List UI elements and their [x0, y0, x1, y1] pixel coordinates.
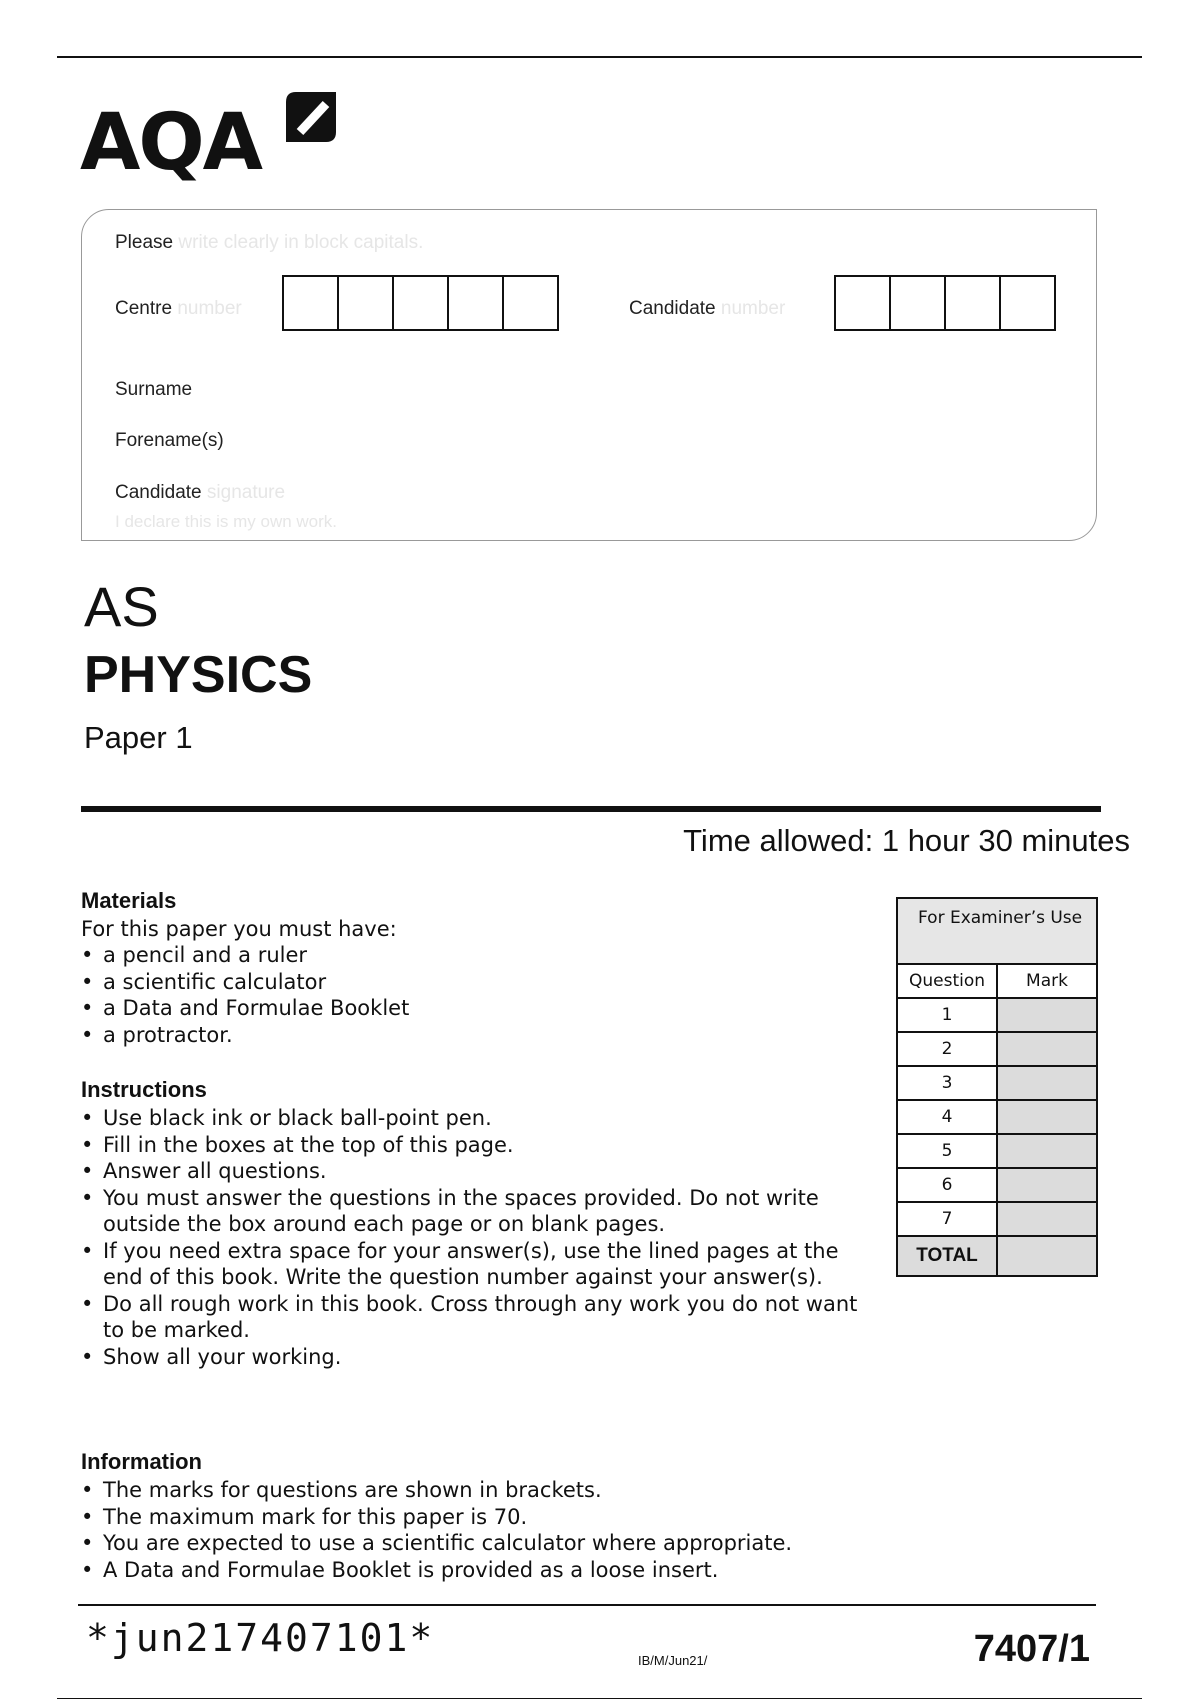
examiner-table-heading: For Examiner’s Use [897, 898, 1097, 964]
mark-cell[interactable] [997, 1100, 1097, 1134]
candidate-digit-box[interactable] [944, 275, 1001, 331]
forenames-label: Forename(s) [115, 430, 224, 451]
centre-digit-box[interactable] [337, 275, 394, 331]
question-number: 5 [897, 1134, 997, 1168]
mark-cell[interactable] [997, 1168, 1097, 1202]
centre-number-label [115, 298, 242, 320]
candidate-digit-box[interactable] [889, 275, 946, 331]
question-number: 6 [897, 1168, 997, 1202]
information-heading: Information [81, 1449, 202, 1474]
signature-faint: signature [206, 482, 286, 503]
total-label: TOTAL [897, 1236, 997, 1276]
centre-digit-box[interactable] [502, 275, 559, 331]
table-row [897, 998, 1097, 1032]
question-number: 1 [897, 998, 997, 1032]
list-item: • Answer all questions. [81, 1158, 861, 1185]
question-number: 7 [897, 1202, 997, 1236]
mark-column-header: Mark [997, 964, 1097, 998]
table-row [897, 1134, 1097, 1168]
list-item: • a protractor. [81, 1022, 881, 1049]
centre-number-boxes[interactable] [282, 275, 559, 331]
table-row [897, 1100, 1097, 1134]
please-line [115, 232, 423, 254]
bottom-rule [57, 1698, 1142, 1699]
instructions-section [81, 1077, 861, 1370]
surname-label: Surname [115, 379, 193, 400]
barcode-text: *jun217407101* [86, 1616, 435, 1660]
qualification-level: AS [84, 575, 159, 638]
list-item: • a Data and Formulae Booklet [81, 995, 881, 1022]
logo-text: AQA [80, 98, 262, 188]
examiner-table [896, 897, 1098, 1277]
list-item: • Fill in the boxes at the top of this page. [81, 1132, 861, 1159]
question-number: 2 [897, 1032, 997, 1066]
list-item: • a pencil and a ruler [81, 942, 881, 969]
list-item: • You must answer the questions in the spaces provided. Do not write outside the box around each page or on blank pages. [81, 1185, 861, 1238]
centre-label: Centre [115, 298, 173, 319]
materials-section [81, 888, 881, 1048]
list-item: • a scientific calculator [81, 969, 881, 996]
list-item: • The marks for questions are shown in brackets. [81, 1477, 981, 1504]
centre-digit-box[interactable] [282, 275, 339, 331]
candidate-number-boxes[interactable] [834, 275, 1056, 331]
centre-digit-box[interactable] [392, 275, 449, 331]
mark-cell[interactable] [997, 1202, 1097, 1236]
title-rule [81, 806, 1101, 812]
mark-cell[interactable] [997, 998, 1097, 1032]
question-number: 4 [897, 1100, 997, 1134]
subject-title: PHYSICS [84, 646, 313, 704]
centre-digit-box[interactable] [447, 275, 504, 331]
candidate-number-label [629, 298, 785, 320]
declaration-text: I declare this is my own work. [115, 512, 338, 531]
centre-faint: number [177, 298, 242, 319]
signature-label: Candidate [115, 482, 202, 503]
mark-cell[interactable] [997, 1066, 1097, 1100]
question-number: 3 [897, 1066, 997, 1100]
signature-line [115, 482, 285, 504]
list-item: • The maximum mark for this paper is 70. [81, 1504, 981, 1531]
instructions-heading: Instructions [81, 1077, 207, 1102]
list-item: • If you need extra space for your answer(s), use the lined pages at the end of this book. Write the question number against your answer(s). [81, 1238, 861, 1291]
reference-code: IB/M/Jun21/ [638, 1653, 708, 1668]
information-section [81, 1449, 981, 1583]
materials-heading: Materials [81, 888, 177, 913]
time-allowed: Time allowed: 1 hour 30 minutes [683, 823, 1130, 858]
paper-code: 7407/1 [973, 1628, 1090, 1670]
table-row [897, 1168, 1097, 1202]
logo-mark-icon [282, 88, 340, 146]
list-item: • A Data and Formulae Booklet is provided as a loose insert. [81, 1557, 981, 1584]
candidate-number-text: Candidate [629, 298, 716, 319]
please-label: Please [115, 232, 174, 253]
candidate-digit-box[interactable] [999, 275, 1056, 331]
paper-title: Paper 1 [84, 720, 193, 755]
list-item: • Do all rough work in this book. Cross through any work you do not want to be marked. [81, 1291, 861, 1344]
table-row [897, 1066, 1097, 1100]
table-row [897, 1032, 1097, 1066]
list-item: • You are expected to use a scientific calculator where appropriate. [81, 1530, 981, 1557]
top-rule [57, 56, 1142, 58]
total-mark-cell[interactable] [997, 1236, 1097, 1276]
footer-rule [78, 1604, 1096, 1606]
please-faint-text: write clearly in block capitals. [178, 232, 424, 253]
candidate-digit-box[interactable] [834, 275, 891, 331]
total-row [897, 1236, 1097, 1276]
table-row [897, 1202, 1097, 1236]
mark-cell[interactable] [997, 1134, 1097, 1168]
list-item: • Show all your working. [81, 1344, 861, 1371]
mark-cell[interactable] [997, 1032, 1097, 1066]
list-item: • Use black ink or black ball-point pen. [81, 1105, 861, 1132]
question-column-header: Question [897, 964, 997, 998]
candidate-number-faint: number [720, 298, 786, 319]
materials-intro: For this paper you must have: [81, 917, 397, 941]
